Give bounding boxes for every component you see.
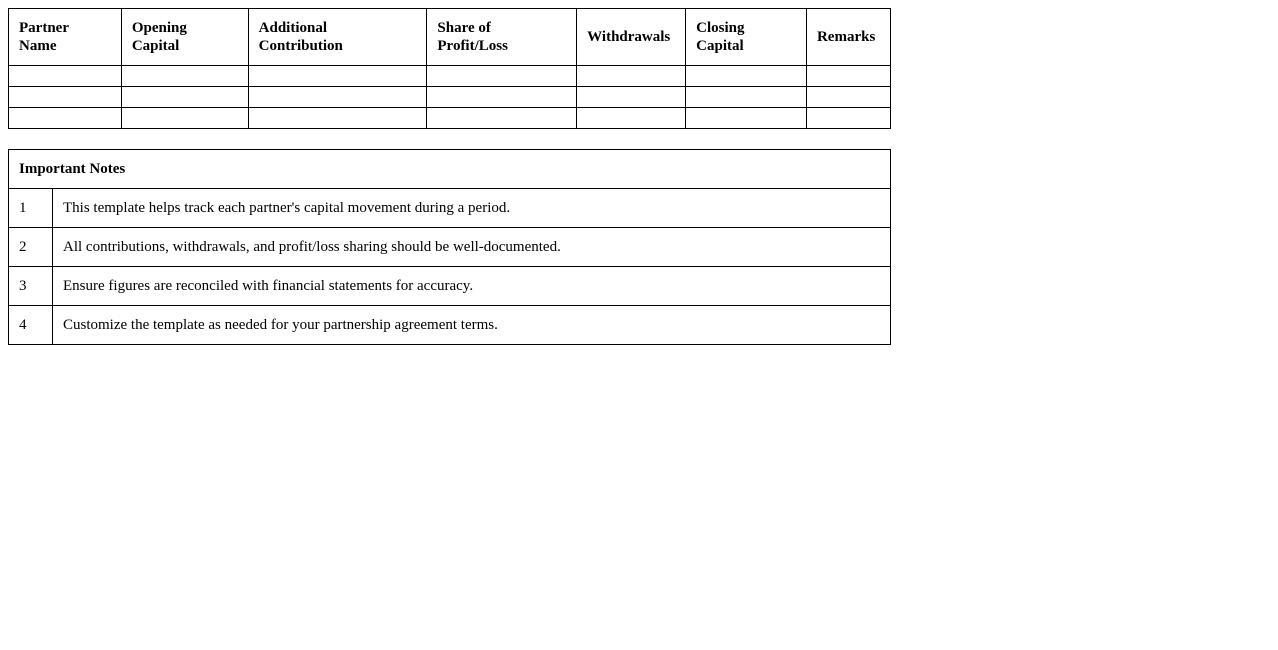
- table-cell[interactable]: [686, 66, 807, 87]
- table-cell[interactable]: [9, 108, 122, 129]
- table-cell[interactable]: [121, 108, 248, 129]
- header-withdrawals: Withdrawals: [577, 9, 686, 66]
- table-cell[interactable]: [806, 108, 890, 129]
- table-cell[interactable]: [686, 87, 807, 108]
- note-text: This template helps track each partner's capital movement during a period.: [53, 189, 891, 228]
- table-cell[interactable]: [248, 87, 427, 108]
- note-text: Ensure figures are reconciled with financial statements for accuracy.: [53, 267, 891, 306]
- table-cell[interactable]: [9, 87, 122, 108]
- notes-header-row: [9, 150, 891, 189]
- note-number: 3: [9, 267, 53, 306]
- note-row: [9, 267, 891, 306]
- header-additional-contribution: Additional Contribution: [248, 9, 427, 66]
- header-row: [9, 9, 891, 66]
- header-opening-capital: Opening Capital: [121, 9, 248, 66]
- note-text: All contributions, withdrawals, and profit/loss sharing should be well-documented.: [53, 228, 891, 267]
- table-row: [9, 108, 891, 129]
- note-row: [9, 228, 891, 267]
- note-number: 2: [9, 228, 53, 267]
- table-cell[interactable]: [427, 108, 577, 129]
- note-text: Customize the template as needed for your partnership agreement terms.: [53, 306, 891, 345]
- table-cell[interactable]: [577, 87, 686, 108]
- table-cell[interactable]: [427, 87, 577, 108]
- important-notes-table: [8, 149, 891, 345]
- note-number: 1: [9, 189, 53, 228]
- header-share-of-profit-loss: Share of Profit/Loss: [427, 9, 577, 66]
- note-row: [9, 189, 891, 228]
- table-cell[interactable]: [121, 87, 248, 108]
- table-cell[interactable]: [686, 108, 807, 129]
- note-number: 4: [9, 306, 53, 345]
- partner-capital-table: [8, 8, 891, 129]
- table-cell[interactable]: [427, 66, 577, 87]
- header-partner-name: Partner Name: [9, 9, 122, 66]
- header-closing-capital: Closing Capital: [686, 9, 807, 66]
- table-cell[interactable]: [806, 87, 890, 108]
- table-row: [9, 87, 891, 108]
- header-remarks: Remarks: [806, 9, 890, 66]
- table-cell[interactable]: [121, 66, 248, 87]
- table-cell[interactable]: [577, 66, 686, 87]
- table-cell[interactable]: [9, 66, 122, 87]
- table-cell[interactable]: [577, 108, 686, 129]
- table-row: [9, 66, 891, 87]
- note-row: [9, 306, 891, 345]
- table-cell[interactable]: [248, 66, 427, 87]
- notes-title: Important Notes: [9, 150, 891, 189]
- table-cell[interactable]: [248, 108, 427, 129]
- table-cell[interactable]: [806, 66, 890, 87]
